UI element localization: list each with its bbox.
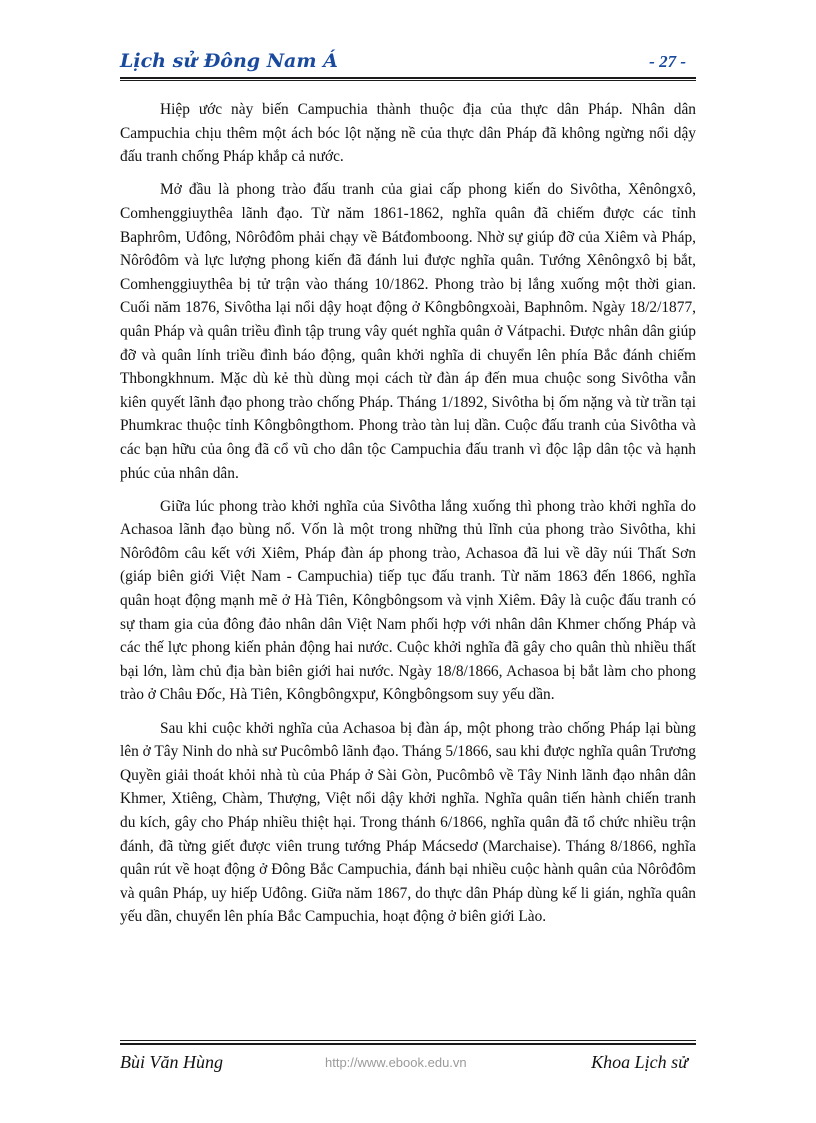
page-number: - 27 - (649, 52, 686, 71)
page-body (120, 98, 696, 939)
footer-rule (120, 1043, 696, 1045)
paragraph-3: Giữa lúc phong trào khởi nghĩa của Sivôtha lắng xuống thì phong trào khởi nghĩa do Achasoa lãnh đạo bùng nổ. Vốn là một trong những thủ lĩnh của phong trào Sivôtha, khi Nôrôđôm câu kết với Xiêm, Pháp đàn áp phong trào, Achasoa đã lui về dãy núi Thất Sơn (giáp biên giới Việt Nam - Campuchia) tiếp tục đấu tranh. Từ năm 1863 đến 1866, nghĩa quân hoạt động mạnh mẽ ở Hà Tiên, Kôngbôngsom và vịnh Xiêm. Đây là cuộc đấu tranh có sự tham gia của đông đảo nhân dân Việt Nam phối hợp với nhân dân Khmer chống Pháp và các thế lực phong kiến phản động hai nước. Cuộc khởi nghĩa đã gây cho quân thù nhiều thất bại lớn, làm chủ địa bàn biên giới hai nước. Ngày 18/8/1866, Achasoa bị bắt làm cho phong trào ở Châu Đốc, Hà Tiên, Kôngbôngxpư, Kôngbôngsom suy yếu dần. (120, 497, 696, 704)
page-header (120, 48, 696, 76)
book-title: Lịch sử Đông Nam Á (120, 50, 338, 72)
paragraph-2: Mở đầu là phong trào đấu tranh của giai cấp phong kiến do Sivôtha, Xênôngxô, Comhenggiuythêa lãnh đạo. Từ năm 1861-1862, nghĩa quân đã chiếm được các tỉnh Baphrôm, Uđông, Nôrôđôm phải chạy về Bátđomboong. Nhờ sự giúp đỡ của Xiêm và Pháp, Nôrôđôm và lực lượng phong kiến đã đánh lui được nghĩa quân. Tướng Xênôngxô bị bắt, Comhenggiuythêa bị tử trận vào tháng 10/1862. Phong trào bị lắng xuống một thời gian. Cuối năm 1876, Sivôtha lại nổi dậy hoạt động ở Kôngbôngxoài, Baphnôm. Ngày 18/2/1877, quân Pháp và quân triều đình tập trung vây quét nghĩa quân ở Vátpachi. Được nhân dân giúp đỡ và quân lính triều đình báo động, quân khởi nghĩa di chuyển lên phía Bắc đánh chiếm Thbongkhnum. Mặc dù kẻ thù dùng mọi cách từ đàn áp đến mua chuộc song Sivôtha vẫn kiên quyết lãnh đạo phong trào chống Pháp. Tháng 1/1892, Sivôtha bị ốm nặng và từ trần tại Phumkrac thuộc tỉnh Kôngbôngthom. Phong trào tàn luị dần. Cuộc đấu tranh của Sivôtha và các bạn hữu của ông đã cổ vũ cho dân tộc Campuchia đấu tranh vì độc lập dân tộc và hạnh phúc của nhân dân. (120, 181, 696, 482)
footer-rule-thin (120, 1040, 696, 1041)
page-footer (120, 1052, 696, 1078)
paragraph-1: Hiệp ước này biến Campuchia thành thuộc địa của thực dân Pháp. Nhân dân Campuchia chịu thêm một ách bóc lột nặng nề của thực dân Pháp đã không ngừng nổi dậy đấu tranh chống Pháp khắp cả nước. (120, 101, 696, 166)
header-rule-thin (120, 80, 696, 81)
department-name: Khoa Lịch sử (591, 1052, 688, 1072)
source-url[interactable]: http://www.ebook.edu.vn (325, 1055, 467, 1070)
paragraph-4: Sau khi cuộc khởi nghĩa của Achasoa bị đàn áp, một phong trào chống Pháp lại bùng lên ở Tây Ninh do nhà sư Pucômbô lãnh đạo. Tháng 5/1866, sau khi được nghĩa quân Trương Quyền giải thoát khỏi nhà tù của Pháp ở Sài Gòn, Pucômbô về Tây Ninh lãnh đạo nhân dân Khmer, Xtiêng, Chàm, Thượng, Việt nổi dậy khởi nghĩa. Nghĩa quân tiến hành chiến tranh du kích, gây cho Pháp nhiều thiệt hại. Trong thánh 6/1866, nghĩa quân đã tổ chức nhiều trận đánh, đã từng giết được viên trung tướng Pháp Mácsedơ (Marchaise). Tháng 8/1866, nghĩa quân rút về hoạt động ở Đông Bắc Campuchia, đánh bại nhiều cuộc hành quân của Nôrôđôm và quân Pháp, uy hiếp Uđông. Giữa năm 1867, do thực dân Pháp dùng kế li gián, nghĩa quân yếu dần, chuyển lên phía Bắc Campuchia, hoạt động ở biên giới Lào. (120, 719, 696, 926)
header-rule (120, 77, 696, 79)
author-name: Bùi Văn Hùng (120, 1052, 223, 1072)
